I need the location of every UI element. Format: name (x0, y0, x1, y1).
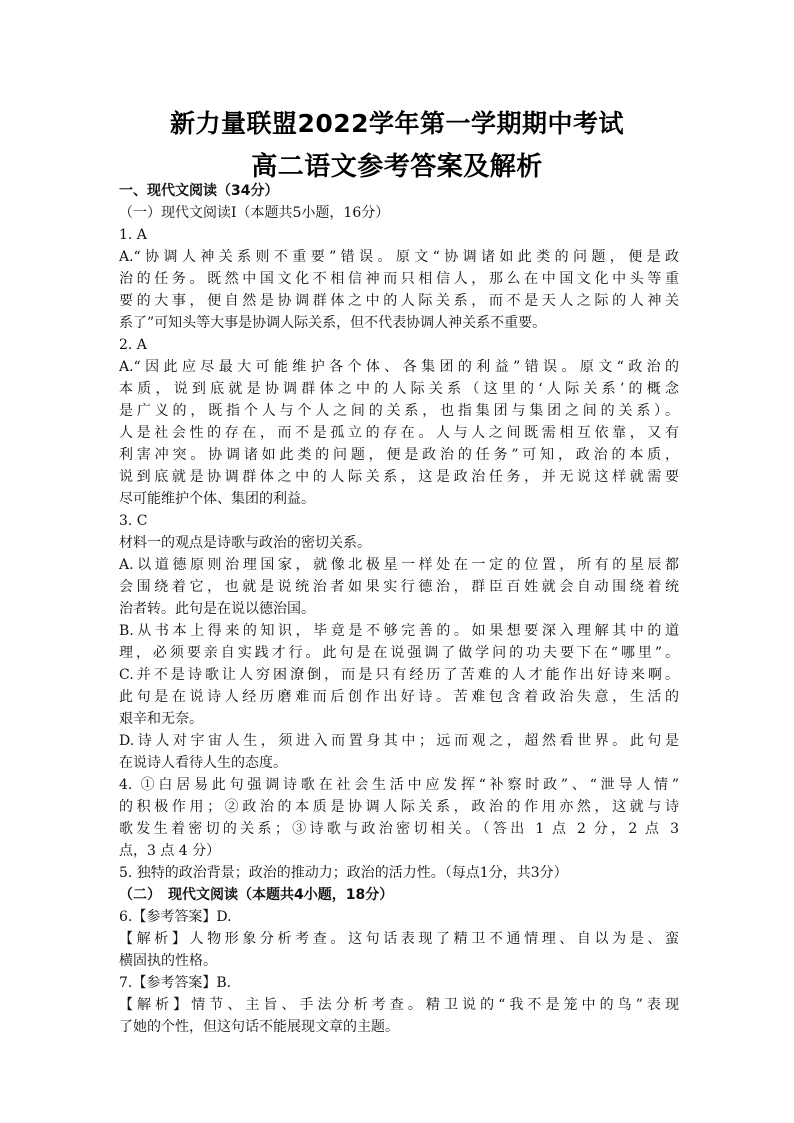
text-line: 2. A (119, 337, 147, 353)
text-line: （一）现代文阅读Ⅰ（本题共5小题，16分） (119, 205, 390, 221)
text-line: D.诗人对宇宙人生，须进入而置身其中；远而观之，超然看世界。此句是 (119, 733, 679, 749)
document-body (119, 180, 679, 1038)
text-line: 7.【参考答案】B. (119, 975, 232, 991)
text-line: 尽可能维护个体、集团的利益。 (119, 491, 315, 507)
section-heading: （二） 现代文阅读（本题共4小题，18分） (119, 887, 394, 903)
text-line: 是广义的，既指个人与个人之间的关系，也指集团与集团之间的关系）。 (119, 403, 679, 419)
text-line: A.“因此应尽最大可能维护各个体、各集团的利益”错误。原文“政治的 (119, 359, 679, 375)
text-line: 的积极作用；②政治的本质是协调人际关系，政治的作用亦然，这就与诗 (119, 799, 679, 815)
text-line: A.“协调人神关系则不重要”错误。原文“协调诸如此类的问题，便是政 (119, 249, 679, 265)
text-line: 歌发生着密切的关系；③诗歌与政治密切相关。（答出 1 点 2 分，2 点 3 (119, 821, 679, 837)
document-title-line1: 新力量联盟2022学年第一学期期中考试 (169, 109, 625, 138)
text-line: 理，必须要亲自实践才行。此句是在说强调了做学问的功夫要下在“哪里”。 (119, 645, 679, 661)
document-title-line2: 高二语文参考答案及解析 (251, 152, 543, 182)
text-line: 艰辛和无奈。 (119, 711, 203, 727)
text-line: B.从书本上得来的知识，毕竟是不够完善的。如果想要深入理解其中的道 (119, 623, 679, 639)
text-line: 横固执的性格。 (119, 953, 217, 969)
text-line: 系了”可知头等大事是协调人际关系，但不代表协调人神关系不重要。 (119, 315, 547, 331)
text-line: 1. A (119, 227, 147, 243)
text-line: 4. ①白居易此句强调诗歌在社会生活中应发挥“补察时政”、“泄导人情” (119, 777, 679, 793)
text-line: 3. C (119, 513, 148, 529)
text-line: 【解析】人物形象分析考查。这句话表现了精卫不通情理、自以为是、蛮 (119, 931, 679, 947)
text-line: 本质，说到底就是协调群体之中的人际关系（这里的‘人际关系’的概念 (119, 381, 679, 397)
text-line: 【解析】情节、主旨、手法分析考查。精卫说的“我不是笼中的鸟”表现 (119, 997, 679, 1013)
text-line: A.以道德原则治理国家，就像北极星一样处在一定的位置，所有的星辰都 (119, 557, 679, 573)
section-heading: 一、现代文阅读（34分） (119, 183, 279, 199)
text-line: 了她的个性，但这句话不能展现文章的主题。 (119, 1019, 399, 1035)
text-line: 此句是在说诗人经历磨难而后创作出好诗。苦难包含着政治失意，生活的 (119, 689, 679, 705)
text-line: C.并不是诗歌让人穷困潦倒，而是只有经历了苦难的人才能作出好诗来啊。 (119, 667, 679, 683)
text-line: 5. 独特的政治背景；政治的推动力；政治的活力性。（每点1分，共3分） (119, 865, 568, 881)
text-line: 治的任务。既然中国文化不相信神而只相信人，那么在中国文化中头等重 (119, 271, 679, 287)
text-line: 要的大事，便自然是协调群体之中的人际关系，而不是天人之际的人神关 (119, 293, 679, 309)
text-line: 在说诗人看待人生的态度。 (119, 755, 287, 771)
text-line: 会围绕着它，也就是说统治者如果实行德治，群臣百姓就会自动围绕着统 (119, 579, 679, 595)
text-line: 说到底就是协调群体之中的人际关系，这是政治任务，并无说这样就需要 (119, 469, 679, 485)
text-line: 利害冲突。协调诸如此类的问题，便是政治的任务”可知，政治的本质， (119, 447, 679, 463)
text-line: 点，3 点 4 分） (119, 843, 221, 859)
text-line: 治者转。此句是在说以德治国。 (119, 601, 315, 617)
text-line: 人是社会性的存在，而不是孤立的存在。人与人之间既需相互依靠，又有 (119, 425, 679, 441)
text-line: 材料一的观点是诗歌与政治的密切关系。 (119, 535, 371, 551)
text-line: 6.【参考答案】D. (119, 909, 232, 925)
